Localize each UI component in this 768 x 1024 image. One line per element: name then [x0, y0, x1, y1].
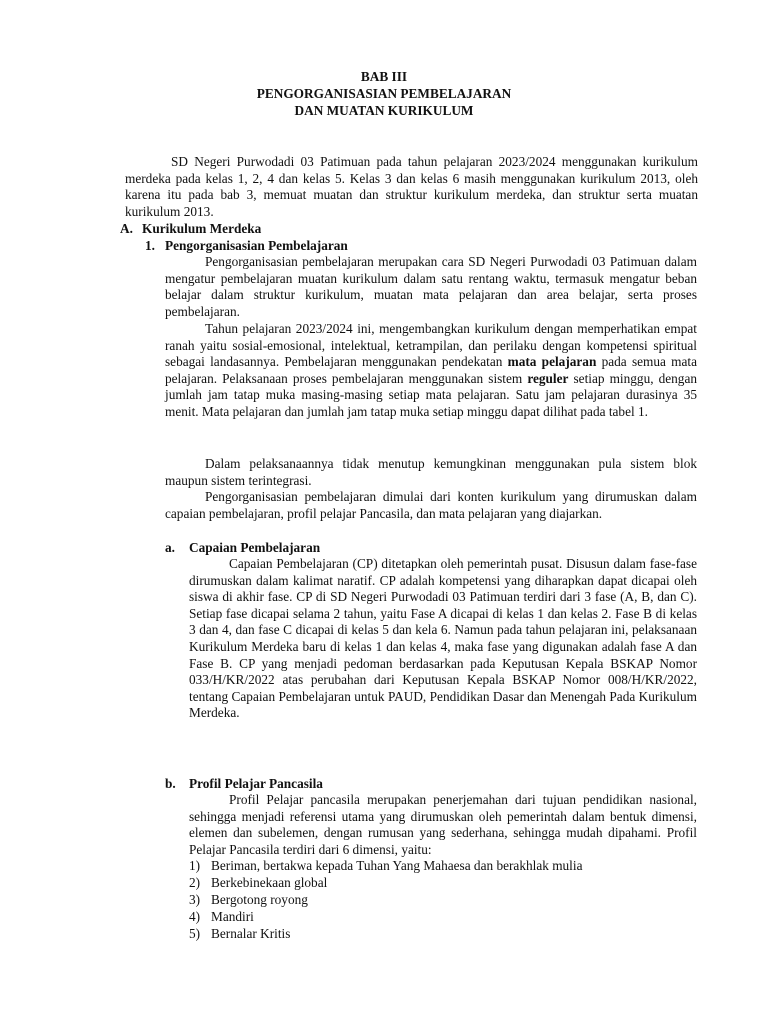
- sub1-paragraph-1: [165, 254, 697, 320]
- p2-text-e: setiap minggu, dengan jumlah jam tatap muka masing-masing setiap mata pelajaran. Satu jam pelajaran durasinya 35 menit. Mata pelajaran dan jumlah jam tatap muka setiap minggu dapat dilihat pada tabel 1.: [165, 370, 698, 419]
- intro-paragraph: [125, 154, 698, 220]
- list-item: [189, 892, 308, 909]
- subsection-b-marker: b.: [165, 776, 176, 791]
- profil-text: Profil Pelajar pancasila merupakan penerjemahan dari tujuan pendidikan nasional, sehingga menjadi referensi utama yang dirumuskan oleh pemerintah dalam bentuk dimensi, elemen dan subelemen, dengan rumusan yang sederhana, sehingga mudah dipahami. Profil Pelajar Pancasila terdiri dari 6 dimensi, yaitu:: [189, 792, 697, 857]
- p2-text-a: Tahun pelajaran 2023/2024 ini, mengembangkan kurikulum dengan memperhatikan empat ranah yaitu sosial-emosional, intelektual, ketrampilan, dan perilaku dengan kompetensi spiritual sebagai landasannya. Pembelajaran menggunakan pendekatan: [165, 321, 697, 370]
- list-item: [189, 858, 582, 875]
- list-item: [189, 909, 254, 926]
- list-item-text: Bernalar Kritis: [211, 926, 291, 941]
- profil-paragraph: [189, 792, 697, 858]
- subsection-1-title: Pengorganisasian Pembelajaran: [165, 238, 348, 253]
- section-a-heading: [120, 220, 261, 237]
- list-item-number: 4): [189, 909, 201, 924]
- subsection-a-title: Capaian Pembelajaran: [189, 540, 321, 555]
- subsection-b-heading: [165, 775, 323, 792]
- list-item-number: 5): [189, 926, 201, 941]
- list-item: [189, 875, 327, 892]
- list-item-number: 2): [189, 875, 201, 890]
- subsection-a-marker: a.: [165, 540, 175, 555]
- chapter-heading: BAB III: [360, 69, 408, 84]
- subsection-a-heading: [165, 539, 320, 556]
- list-item: [189, 926, 290, 943]
- sub1-paragraph-4-text: Pengorganisasian pembelajaran dimulai dari konten kurikulum yang dirumuskan dalam capaian pembelajaran, profil pelajar Pancasila, dan mata pelajaran yang diajarkan.: [165, 489, 697, 521]
- p2-text-c: pada semua mata pelajaran. Pelaksanaan proses pembelajaran menggunakan sistem: [165, 354, 698, 386]
- section-a-title: Kurikulum Merdeka: [142, 221, 262, 236]
- section-a-marker: A.: [120, 221, 133, 236]
- list-item-number: 3): [189, 892, 201, 907]
- intro-text: SD Negeri Purwodadi 03 Patimuan pada tahun pelajaran 2023/2024 menggunakan kurikulum merdeka pada kelas 1, 2, 4 dan kelas 5. Kelas 3 dan kelas 6 masih menggunakan kurikulum 2013, oleh karena itu pada bab 3, memuat muatan dan struktur kurikulum merdeka, dan struktur serta muatan kurikulum 2013.: [125, 154, 698, 219]
- sub1-paragraph-1-text: Pengorganisasian pembelajaran merupakan cara SD Negeri Purwodadi 03 Patimuan dalam mengatur pembelajaran muatan kurikulum dalam satu rentang waktu, termasuk mengatur beban belajar dalam struktur kurikulum, muatan mata pelajaran dan area belajar, serta proses pembelajaran.: [165, 254, 697, 319]
- sub1-paragraph-3-text: Dalam pelaksanaannya tidak menutup kemungkinan menggunakan pula sistem blok maupun sistem terintegrasi.: [165, 456, 697, 488]
- list-item-text: Bergotong royong: [211, 892, 308, 907]
- list-item-text: Berkebinekaan global: [211, 875, 328, 890]
- sub1-paragraph-4: [165, 489, 697, 522]
- capaian-paragraph: [189, 556, 697, 722]
- chapter-title-line1: PENGORGANISASIAN PEMBELAJARAN: [256, 86, 512, 101]
- list-item-text: Mandiri: [211, 909, 254, 924]
- list-item-text: Beriman, bertakwa kepada Tuhan Yang Mahaesa dan berakhlak mulia: [211, 858, 583, 873]
- sub1-paragraph-3: [165, 456, 697, 489]
- subsection-b-title: Profil Pelajar Pancasila: [189, 776, 323, 791]
- subsection-1-heading: [145, 237, 348, 254]
- chapter-title-line2: DAN MUATAN KURIKULUM: [294, 103, 474, 118]
- sub1-paragraph-2: [165, 321, 697, 421]
- subsection-1-marker: 1.: [145, 238, 155, 253]
- list-item-number: 1): [189, 858, 201, 873]
- p2-bold-reguler: reguler: [527, 370, 569, 386]
- p2-bold-mata-pelajaran: mata pelajaran: [507, 354, 597, 370]
- capaian-text: Capaian Pembelajaran (CP) ditetapkan oleh pemerintah pusat. Disusun dalam fase-fase dirumuskan dalam kalimat naratif. CP adalah kompetensi yang diharapkan dapat dicapai oleh siswa di akhir fase. CP di SD Negeri Purwodadi 03 Patimuan terdiri dari 3 fase (A, B, dan C). Setiap fase dicapai selama 2 tahun, yaitu Fase A dicapai di kelas 1 dan kelas 2. Fase B di kelas 3 dan 4, dan fase C dicapai di kelas 5 dan kela 6. Namun pada tahun pelajaran ini, pelaksanaan Kurikulum Merdeka baru di kelas 1 dan kelas 4, maka fase yang digunakan adalah fase A dan Fase B. CP yang menjadi pedoman berdasarkan pada Keputusan Kepala BSKAP Nomor 033/H/KR/2022 atas perubahan dari Keputusan Kepala BSKAP Nomor 008/H/KR/2022, tentang Capaian Pembelajaran untuk PAUD, Pendidikan Dasar dan Menengah Pada Kurikulum Merdeka.: [189, 556, 697, 721]
